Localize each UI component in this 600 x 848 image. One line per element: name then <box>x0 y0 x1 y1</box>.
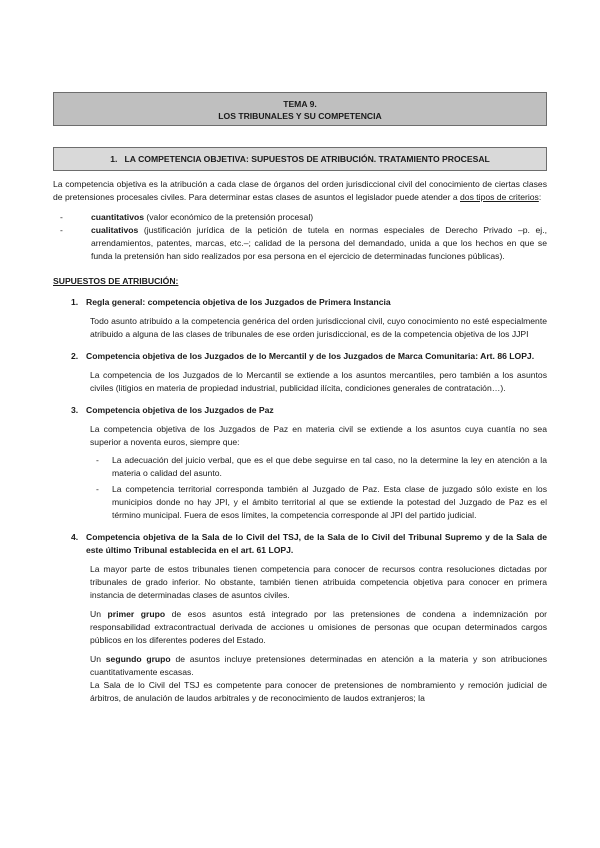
section-title-box <box>53 147 547 171</box>
rule-number: 4. <box>71 532 79 542</box>
text: de esos asuntos está integrado por las pretensiones de condena a indemnización por responsabilidad extracontractual derivada de acciones u omisiones de personas que ocupan determinados cargos públicos en los diferentes poderes del Estado. <box>90 609 548 645</box>
chapter-number: TEMA 9. <box>283 99 317 109</box>
list-item <box>53 224 547 263</box>
rule-body: La competencia de los Juzgados de lo Mercantil se extiende a los asuntos mercantiles, pero también a los asuntos civiles (litigios en materia de propiedad industrial, publicidad ilícita, condiciones generales de contratación…). <box>90 370 547 393</box>
text: Un <box>90 654 106 664</box>
criteria-list <box>53 211 547 263</box>
rule-item <box>53 296 547 341</box>
text: de asuntos incluye pretensiones determinadas en atención a la materia y son atribuciones cuantitativamente escasas. <box>90 654 547 677</box>
criteria-desc: (valor económico de la pretensión procesal) <box>144 212 314 222</box>
intro-colon: : <box>538 192 542 202</box>
rule-number: 1. <box>71 297 79 307</box>
rule-title: Competencia objetiva de la Sala de lo Civil del TSJ, de la Sala de lo Civil del Tribunal Supremo y de la Sala de este último Tribunal establecida en el art. 61 LOPJ. <box>86 532 547 555</box>
intro-paragraph <box>53 178 547 204</box>
rule-title: Competencia objetiva de los Juzgados de Paz <box>86 405 274 415</box>
text: Un <box>90 609 108 619</box>
intro-text: La competencia objetiva es la atribución a cada clase de órganos del orden jurisdiccional civil del conocimiento de ciertas clases de pretensiones procesales civiles. Para determinar estas clases de asuntos el legislador puede atender a <box>53 179 547 202</box>
rule-paragraph <box>90 608 547 647</box>
criteria-link: dos tipos de criterios <box>460 192 539 202</box>
conditions-list <box>90 454 547 522</box>
rule-number: 3. <box>71 405 79 415</box>
rule-body: Todo asunto atribuido a la competencia genérica del orden jurisdiccional civil, cuyo conocimiento no esté especialmente atribuido a alguna de las clases de tribunales de ese orden jurisdiccional, es de la competencia objetiva de los JJPI <box>90 316 547 339</box>
criteria-term: cualitativos <box>91 225 139 235</box>
section-number: 1. <box>110 154 118 164</box>
rule-paragraph: La Sala de lo Civil del TSJ es competente para conocer de pretensiones de nombramiento y remoción judicial de árbitros, de anulación de laudos arbitrales y de reconocimiento de laudos extranjeros; la <box>90 680 547 703</box>
document-body <box>53 178 547 714</box>
rule-item <box>53 531 547 705</box>
section-title: LA COMPETENCIA OBJETIVA: SUPUESTOS DE ATRIBUCIÓN. TRATAMIENTO PROCESAL <box>124 154 490 164</box>
rule-item <box>53 350 547 395</box>
chapter-title: LOS TRIBUNALES Y SU COMPETENCIA <box>218 111 382 121</box>
emphasis: segundo grupo <box>105 654 171 664</box>
rule-title: Regla general: competencia objetiva de los Juzgados de Primera Instancia <box>86 297 391 307</box>
rule-item <box>53 404 547 522</box>
list-item: - La competencia territorial corresponda también al Juzgado de Paz. Esta clase de juzgado sólo existe en los municipios donde no hay JPI, y el ámbito territorial al que se extiende la potestad del Juzgado de Paz es el término municipal. Fuera de esos límites, la competencia corresponde al JPI del partido judicial. <box>90 483 547 522</box>
chapter-title-box <box>53 92 547 126</box>
rule-paragraph <box>90 653 547 679</box>
criteria-desc: (justificación jurídica de la petición de tutela en normas especiales de Derecho Privado –p. ej., arrendamientos, patentes, marcas, etc.–; calidad de la persona del demandado, unida a que los hechos en que se funda la pretensión han sido realizados por esa persona en el ejercicio de determinadas funciones públicas). <box>91 225 547 261</box>
criteria-term: cuantitativos <box>91 212 145 222</box>
rule-paragraph: La mayor parte de estos tribunales tienen competencia para conocer de recursos contra resoluciones dictadas por tribunales de grado inferior. No obstante, también tienen atribuida competencia objetiva para conocer en primera instancia de determinadas clases de asuntos civiles. <box>90 564 547 600</box>
rule-body: La competencia objetiva de los Juzgados de Paz en materia civil se extiende a los asuntos cuya cuantía no sea superior a noventa euros, siempre que: <box>90 424 547 447</box>
rule-number: 2. <box>71 351 79 361</box>
supuestos-heading: SUPUESTOS DE ATRIBUCIÓN: <box>53 276 179 286</box>
rule-title: Competencia objetiva de los Juzgados de lo Mercantil y de los Juzgados de Marca Comunitaria: Art. 86 LOPJ. <box>86 351 535 361</box>
list-item <box>53 211 547 224</box>
emphasis: primer grupo <box>107 609 166 619</box>
list-item: - La adecuación del juicio verbal, que es el que debe seguirse en tal caso, no la determine la ley en atención a la materia o calidad del asunto. <box>90 454 547 480</box>
rules-list <box>53 296 547 705</box>
